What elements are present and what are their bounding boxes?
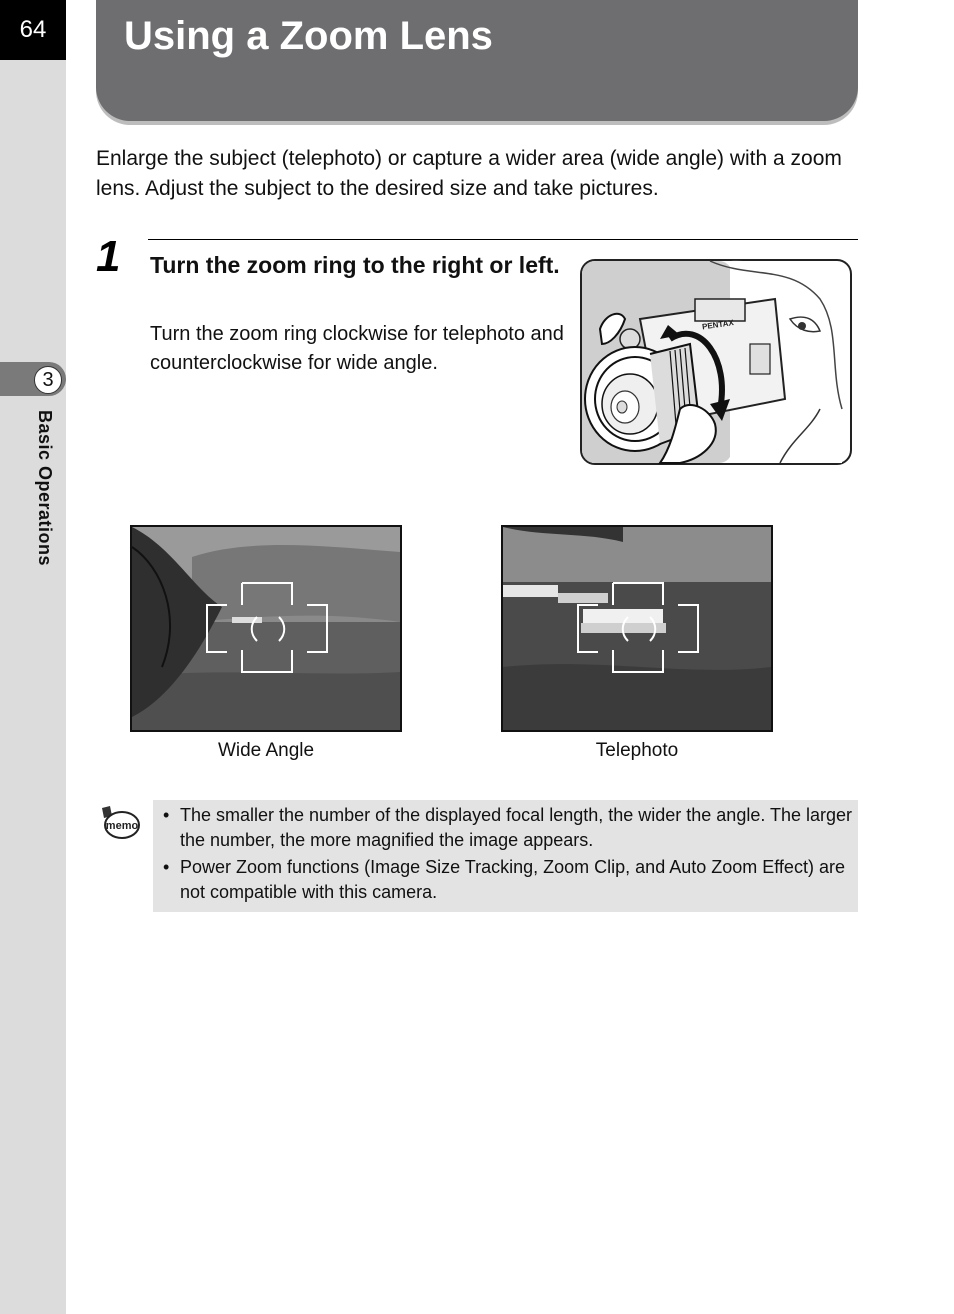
memo-list xyxy=(153,800,858,905)
memo-box xyxy=(153,800,858,912)
chapter-number: 3 xyxy=(34,366,62,394)
camera-brand-label: PENTAX xyxy=(701,318,735,332)
step-body: Turn the zoom ring clockwise for telephoto and counterclockwise for wide angle. xyxy=(150,323,564,374)
side-strip xyxy=(0,0,66,1314)
intro-text: Enlarge the subject (telephoto) or capture a wider area (wide angle) with a zoom lens. Adjust the subject to the desired size and take pictures. xyxy=(96,147,842,200)
telephoto-caption: Telephoto xyxy=(595,740,679,761)
wide-angle-photo xyxy=(130,525,402,732)
memo-item-text: Power Zoom functions (Image Size Tracking, Zoom Clip, and Auto Zoom Effect) are not compatible with this camera. xyxy=(180,857,845,902)
memo-item-text: The smaller the number of the displayed focal length, the wider the angle. The larger the number, the more magnified the image appears. xyxy=(180,805,853,850)
camera-zoom-illustration xyxy=(580,259,852,465)
memo-item xyxy=(163,855,858,905)
memo-icon xyxy=(100,804,140,840)
telephoto-photo xyxy=(501,525,773,732)
step-divider xyxy=(148,239,858,240)
page-number: 64 xyxy=(0,0,66,60)
memo-bullet: • xyxy=(163,805,170,825)
step-heading: Turn the zoom ring to the right or left. xyxy=(150,252,560,278)
chapter-title: Basic Operations xyxy=(35,410,55,567)
step-number: 1 xyxy=(96,232,121,281)
page-title: Using a Zoom Lens xyxy=(124,14,493,58)
wide-angle-caption: Wide Angle xyxy=(217,740,315,761)
memo-icon-label: memo xyxy=(105,820,139,832)
memo-item xyxy=(163,803,858,853)
memo-bullet: • xyxy=(163,857,170,877)
